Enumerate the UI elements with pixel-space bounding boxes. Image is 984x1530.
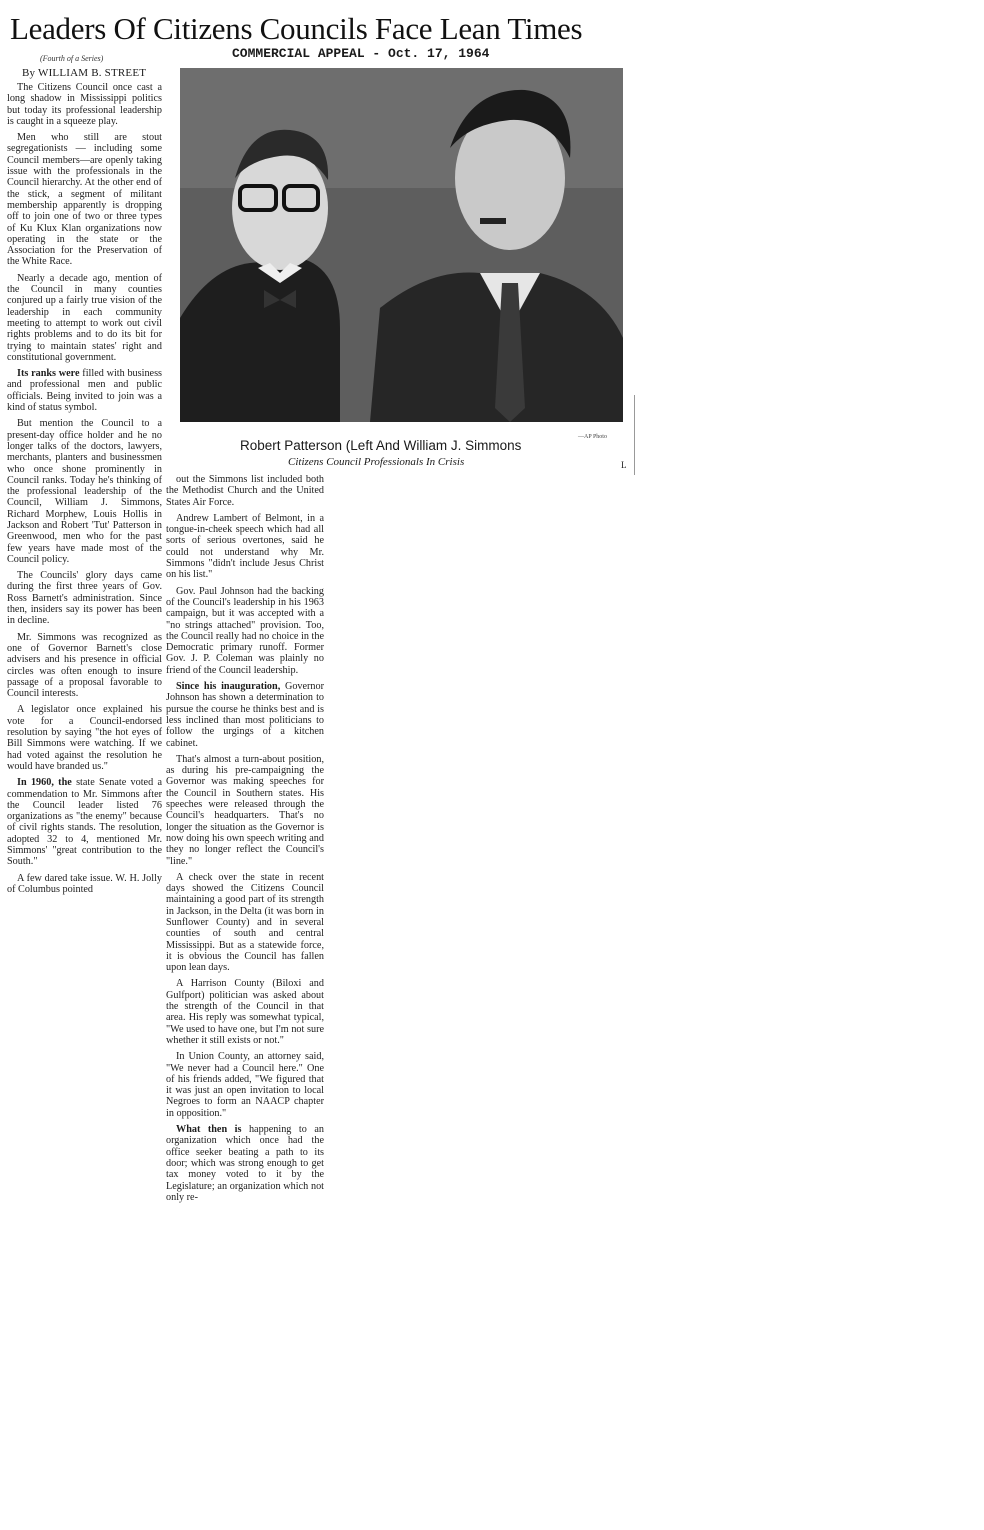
paragraph-text: Gov. Paul Johnson had the backing of the Council's leadership in his 1963 campaign, but it was accepted with a "no strings attached" provision. Too, the Council really had no choice in the Democratic primary runoff. Former Gov. J. P. Coleman was plainly no friend of the Council leadership. [166,585,324,676]
paragraph-text: Nearly a decade ago, mention of the Council in many counties conjured up a fairly true vision of the leadership in each community meeting to attempt to work out civil rights problems and to do its bit for trying to maintain states' right and constitutional government. [7,272,162,363]
paragraph-text: The Citizens Council once cast a long shadow in Mississippi politics but today its professional leadership is caught in a squeeze play. [7,82,162,127]
article-paragraph [166,586,324,676]
article-column-1 [7,82,162,1062]
paragraph-text: A few dared take issue. W. H. Jolly of Columbus pointed [7,872,162,895]
paragraph-text: That's almost a turn-about position, as during his pre-campaigning the Governor was making speeches for the Council in Southern states. His speeches were released through the Council's headquarters. That's no longer the situation as the Governor is now doing his own speech writing and they no longer reflect the Council's "line." [166,753,324,867]
photo-credit: —AP Photo [578,434,607,440]
photo-subcaption: Citizens Council Professionals In Crisis [288,456,465,468]
article-column-2 [166,474,324,1354]
article-paragraph [7,368,162,413]
paragraph-lead-in: Since his inauguration, [176,681,281,693]
article-paragraph [166,474,324,508]
paragraph-lead-in: What then is [176,1124,242,1136]
article-paragraph [166,513,324,581]
article-paragraph [166,754,324,867]
article-paragraph [7,632,162,700]
paragraph-text: Men who still are stout segregationists — including some Council members—are openly taking issue with the professionals in the Council hierarchy. At the other end of the stick, a segment of militant membership apparently is dropping off to join one of two or three types of Ku Klux Klan organizations now operating in the state or the Association for the Preservation of the White Race. [7,132,162,268]
paragraph-text: A Harrison County (Biloxi and Gulfport) politician was asked about the strength of the Council in that area. His reply was somewhat typical, "We used to have one, but I'm not sure whether it still exists or not." [166,978,324,1046]
paragraph-text: The Councils' glory days came during the first three years of Gov. Ross Barnett's administration. Since then, insiders say its power has been in decline. [7,570,162,627]
news-photo [180,68,623,422]
margin-line [634,395,635,475]
article-paragraph [7,418,162,565]
article-paragraph [166,1051,324,1119]
source-line: COMMERCIAL APPEAL - Oct. 17, 1964 [232,46,490,61]
article-paragraph [166,978,324,1046]
paragraph-lead-in: In 1960, the [17,777,72,789]
paragraph-lead-in: Its ranks were [17,368,80,380]
article-paragraph [7,132,162,268]
paragraph-text: Andrew Lambert of Belmont, in a tongue-in-cheek speech which had all sorts of serious overtones, said he could not understand why Mr. Simmons "didn't include Jesus Christ on his list." [166,512,324,581]
paragraph-text: Mr. Simmons was recognized as one of Governor Barnett's close advisers and his presence in official circles was often enough to insure passage of a proposal favorable to Council interests. [7,631,162,700]
article-paragraph [7,273,162,363]
series-note: (Fourth of a Series) [40,54,104,63]
byline: By WILLIAM B. STREET [22,67,147,79]
article-paragraph [166,1124,324,1203]
paragraph-text: But mention the Council to a present-day office holder and he no longer talks of the doctors, lawyers, merchants, planters and businessmen who once shone prominently in Council ranks. Today he's thinking of the professional leadership of the Council, William J. Simmons, Richard Morphew, Louis Hollis in Jackson and Robert 'Tut' Patterson in Greenwood, men who for the past few years have made most of the Council policy. [7,418,162,565]
article-paragraph [7,777,162,867]
article-paragraph [7,873,162,896]
photo-caption: Robert Patterson (Left And William J. Simmons [240,438,522,453]
paragraph-text: A check over the state in recent days showed the Citizens Council maintaining a good part of its strength in Jackson, in the Delta (it was born in Sunflower County) and in several counties of south and central Mississippi. But as a statewide force, it is obvious the Council has fallen upon lean days. [166,871,324,974]
paragraph-text: In Union County, an attorney said, "We never had a Council here." One of his friends added, "We figured that it was just an open invitation to local Negroes to form an NAACP chapter in opposition." [166,1051,324,1119]
photo-illustration [180,68,623,422]
article-paragraph [7,570,162,626]
paragraph-text: Governor Johnson has shown a determination to pursue the course he thinks best and is less inclined than most politicians to follow the urgings of a kitchen cabinet. [166,681,324,749]
paragraph-text: state Senate voted a commendation to Mr. Simmons after the Council leader listed 76 organizations as "the enemy" because of civil rights stands. The resolution, adopted 32 to 4, mentioned Mr. Simmons' "great contribution to the South." [7,777,162,868]
paragraph-text: out the Simmons list included both the Methodist Church and the United States Air Force. [166,474,324,508]
paragraph-text: happening to an organization which once had the office seeker beating a path to its door; which was strong enough to get tax money voted to it by the Legislature; an organization which not only re- [166,1124,324,1203]
article-paragraph [7,704,162,772]
headline: Leaders Of Citizens Councils Face Lean Times [10,11,583,46]
paragraph-text: filled with business and professional men and public officials. Being invited to join was a kind of status symbol. [7,368,162,414]
margin-mark: L [621,460,627,470]
article-paragraph [166,872,324,974]
paragraph-text: A legislator once explained his vote for a Council-endorsed resolution by saying "the hot eyes of Bill Simmons were watching. If we had voted against the resolution he would have branded us." [7,704,162,772]
article-paragraph [166,681,324,749]
article-paragraph [7,82,162,127]
